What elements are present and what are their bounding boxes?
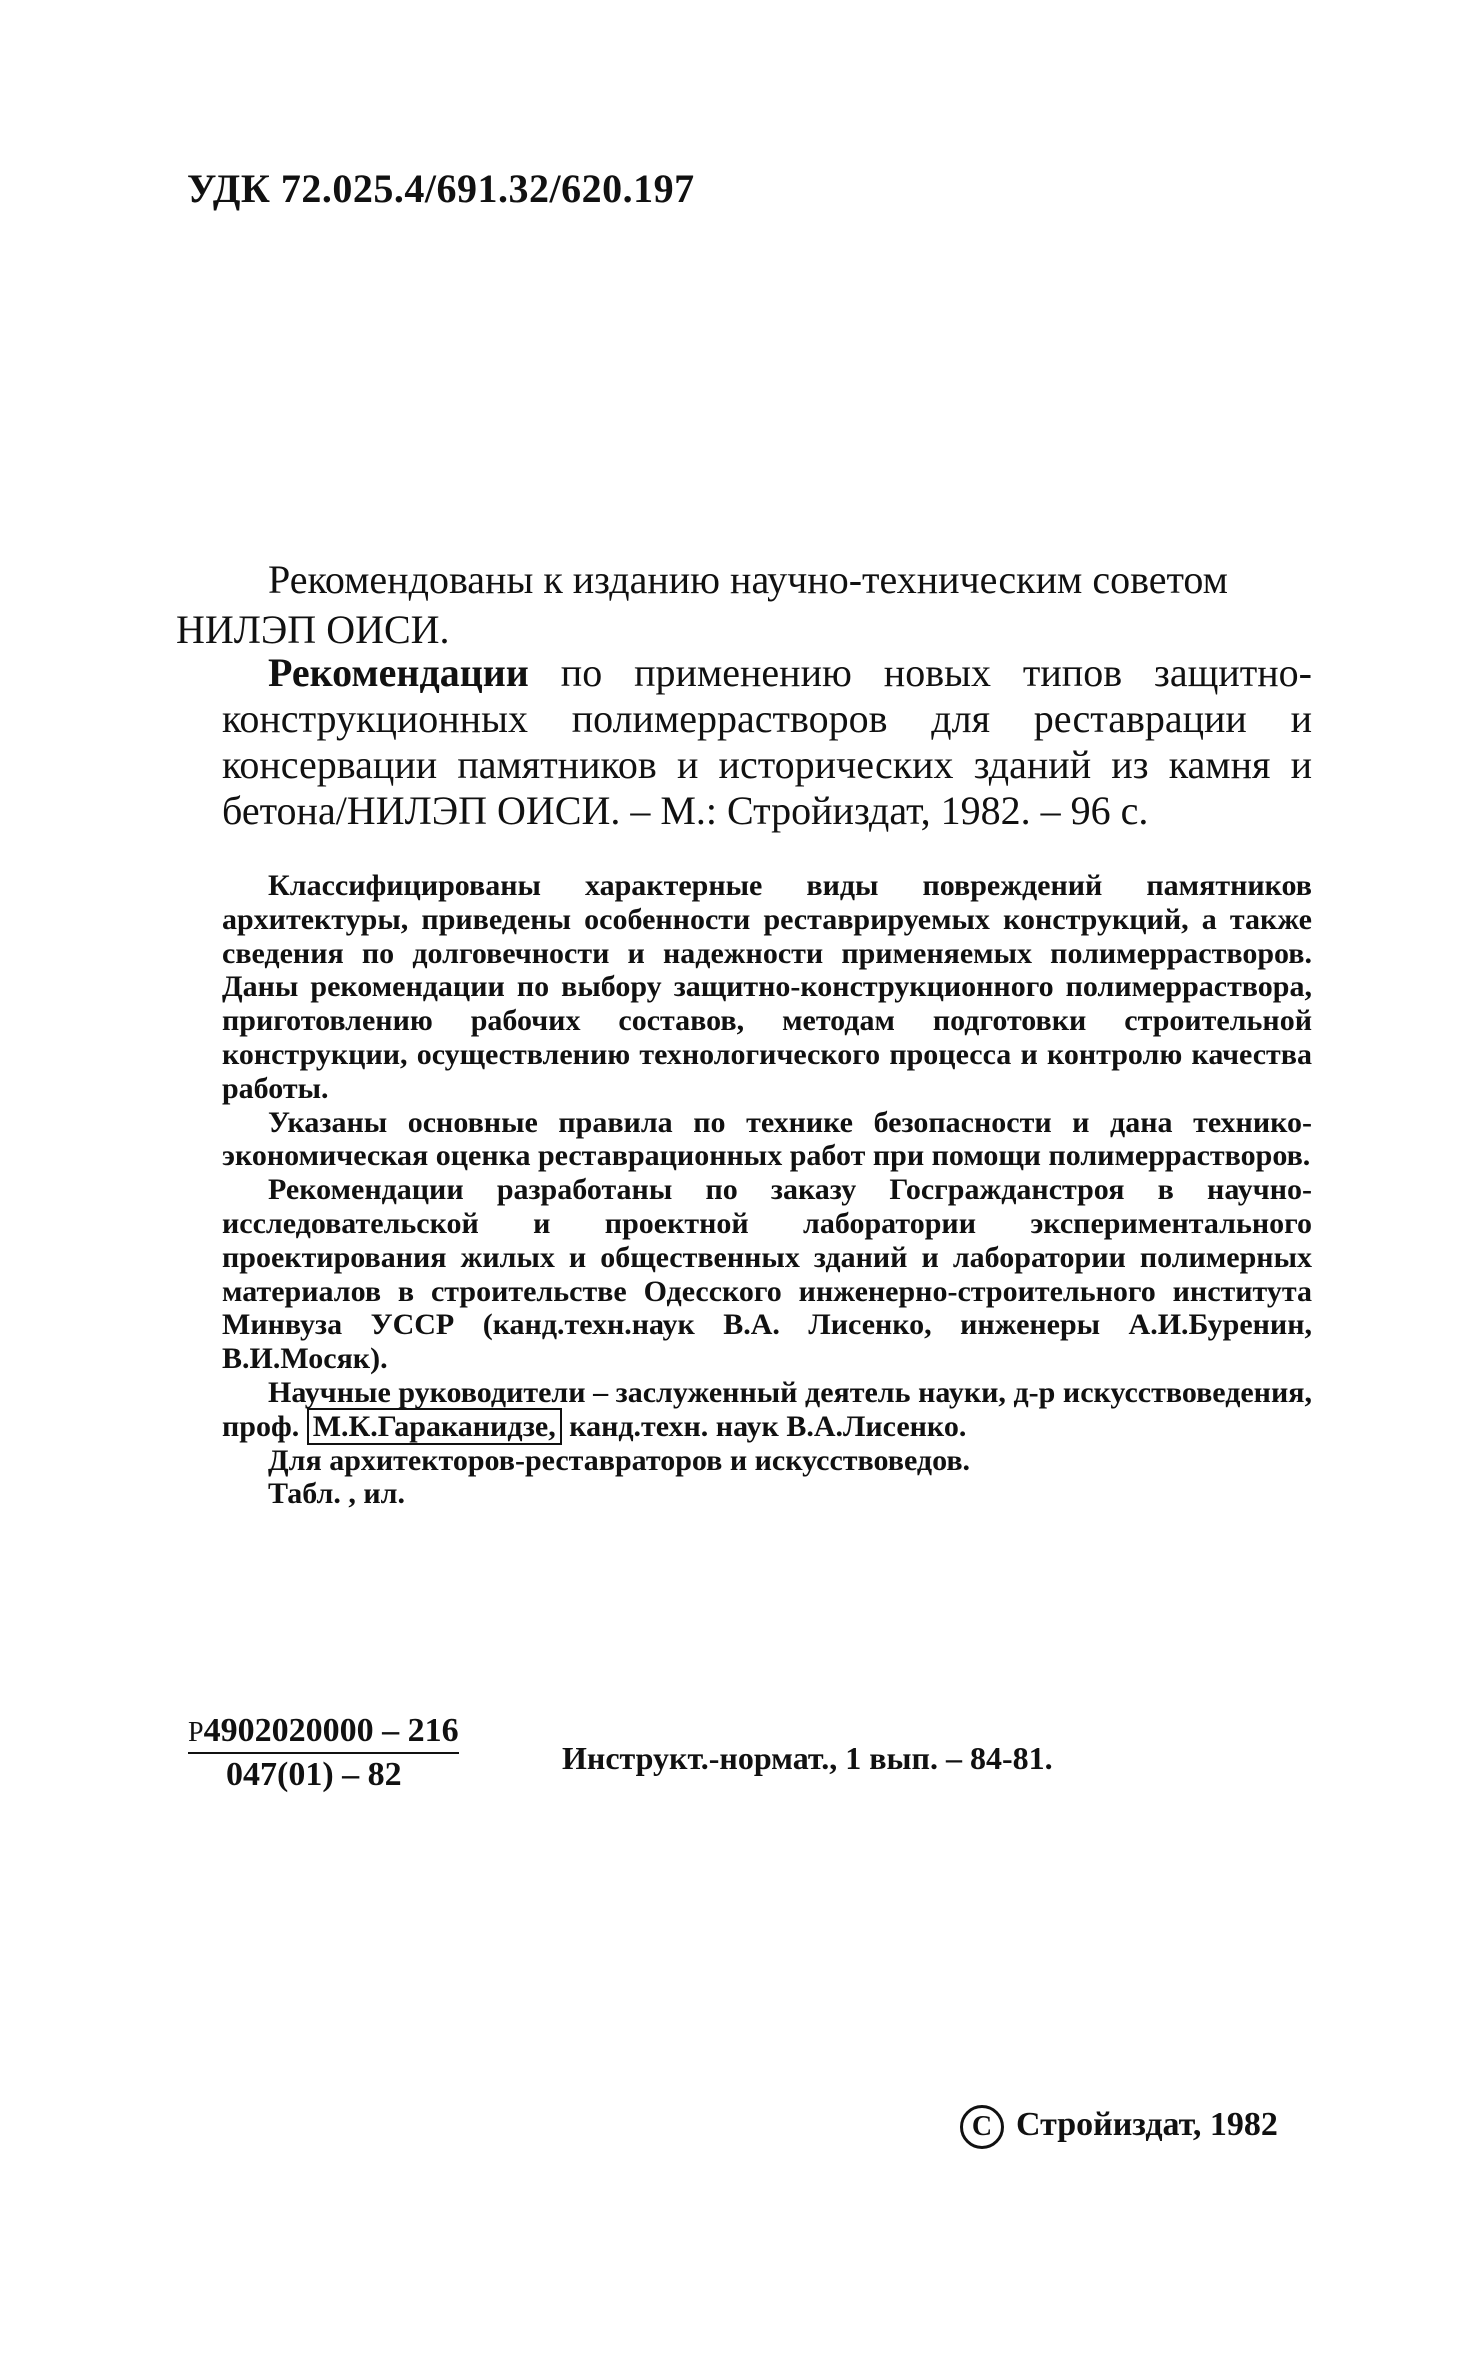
supervisors-text-end: канд.техн. наук В.А.Лисенко.: [561, 1409, 967, 1443]
citation-lead: Рекомендации: [268, 650, 529, 695]
abstract: [222, 869, 1312, 1511]
catalog-code-denominator: 047(01) – 82: [226, 1756, 402, 1793]
catalog-code-numerator: [188, 1712, 459, 1754]
citation-text: по применению новых типов защитно-конструкционных полимеррастворов для реставрации и консервации памятников и исторических зданий из камня и бетона/НИЛЭП ОИСИ. – М.: Стройиздат, 1982. – 96 с.: [222, 650, 1312, 833]
abstract-paragraph-3: Рекомендации разработаны по заказу Госгражданстроя в научно-исследовательской и проектной лаборатории экспериментального проектирования жилых и общественных зданий и лаборатории полимерных материалов в строительстве Одесского инженерно-строительного института Минвуза УССР (канд.техн.наук В.А. Лисенко, инженеры А.И.Буренин, В.И.Мосяк).: [222, 1173, 1312, 1376]
abstract-paragraph-6: Табл. , ил.: [268, 1477, 405, 1511]
copyright-text: Стройиздат, 1982: [1016, 2105, 1278, 2143]
bibliographic-citation: [222, 650, 1312, 834]
instruction-note: Инструкт.-нормат., 1 вып. – 84-81.: [562, 1740, 1053, 1776]
copyright: [960, 2105, 1278, 2149]
supervisors-text: Научные руководители – заслуженный деятель науки, д-р искусствоведения, проф.: [222, 1375, 1312, 1443]
udk-code: УДК 72.025.4/691.32/620.197: [187, 166, 695, 211]
abstract-paragraph-2: Указаны основные правила по технике безопасности и дана технико-экономическая оценка реставрационных работ при помощи полимеррастворов.: [222, 1105, 1312, 1173]
copyright-icon: C: [960, 2105, 1004, 2149]
catalog-code: [188, 1712, 459, 1794]
citation-paragraph: [222, 650, 1312, 834]
catalog-code-number: 4902020000 – 216: [203, 1712, 459, 1749]
catalog-code-prefix: Р: [188, 1717, 204, 1748]
abstract-paragraph-5: Для архитекторов-реставраторов и искусствоведов.: [268, 1443, 971, 1477]
approval-line-2: НИЛЭП ОИСИ.: [176, 607, 450, 652]
abstract-paragraph-4: [222, 1376, 1312, 1444]
abstract-paragraph-1: Классифицированы характерные виды повреждений памятников архитектуры, приведены особенности реставрируемых конструкций, а также сведения по долговечности и надежности применяемых полимеррастворов. Даны рекомендации по выбору защитно-конструкционного полимерраствора, приготовлению рабочих составов, методам подготовки строительной конструкции, осуществлению технологического процесса и контролю качества работы.: [222, 869, 1312, 1105]
approval-line-1: Рекомендованы к изданию научно-техническим советом: [268, 557, 1228, 602]
approval-note: [176, 555, 1312, 655]
boxed-name: М.К.Гараканидзе,: [307, 1408, 562, 1445]
